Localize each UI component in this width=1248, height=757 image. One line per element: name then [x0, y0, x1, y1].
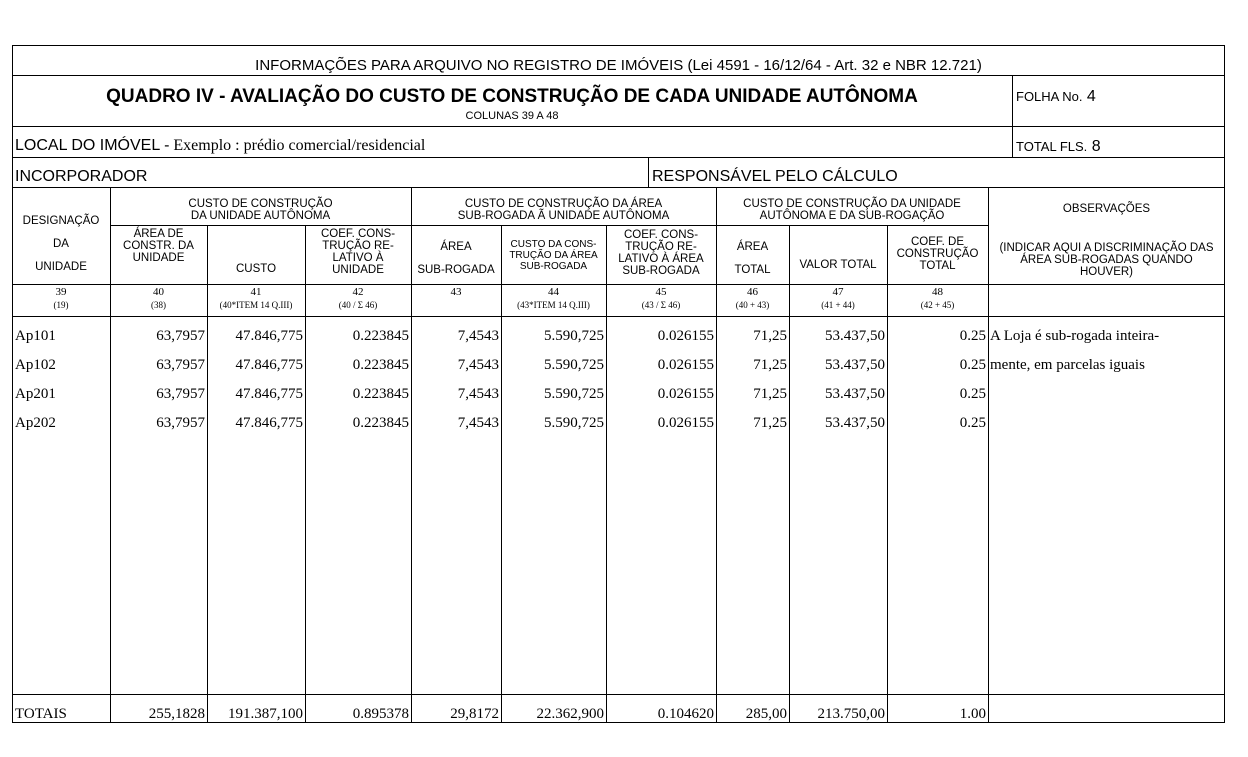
row-2-coef: 0.223845 — [352, 357, 409, 373]
col-area-total-l1: ÁREA — [736, 241, 769, 253]
row-2-custo: 47.846,775 — [235, 357, 303, 373]
observation-line-1: A Loja é sub-rogada inteira- — [990, 328, 1160, 344]
row-2-custo-sub: 5.590,725 — [544, 357, 604, 373]
col-designacao-l1: DESIGNAÇÃO — [22, 215, 100, 227]
total-coef: 0.895378 — [352, 706, 409, 722]
col-valor-total-header: VALOR TOTAL — [799, 259, 877, 271]
local-field — [15, 137, 425, 155]
col-designacao-l3: UNIDADE — [35, 261, 87, 273]
group-custo-sub-rogada: CUSTO DE CONSTRUÇÃO DA ÁREA SUB-ROGADA Ã UNIDADE AUTÔNOMA — [457, 198, 670, 222]
col-area-total-l2: TOTAL — [734, 264, 771, 276]
group-custo-total: CUSTO DE CONSTRUÇÃO DA UNIDADE AUTÔNOMA E DA SUB-ROGAÇÃO — [743, 198, 961, 222]
row-3-coef-total: 0.25 — [959, 386, 986, 402]
total-fls-field — [1016, 138, 1101, 156]
row-4-coef-sub: 0.026155 — [657, 415, 714, 431]
total-custo-sub: 22.362,900 — [536, 706, 604, 722]
total-fls-label: TOTAL FLS. — [1016, 139, 1088, 154]
row-4-coef: 0.223845 — [352, 415, 409, 431]
row-1-coef-total: 0.25 — [959, 328, 986, 344]
row-2-area-sub: 7,4543 — [457, 357, 499, 373]
row-3-area: 63,7957 — [156, 386, 205, 402]
colnum-45: 45 — [655, 286, 667, 298]
col-divider-1 — [110, 187, 111, 723]
local-label: LOCAL DO IMÓVEL - — [15, 137, 170, 154]
local-value: Exemplo : prédio comercial/residencial — [173, 137, 426, 154]
page-subtitle: COLUNAS 39 A 48 — [465, 110, 559, 122]
row-1-coef: 0.223845 — [352, 328, 409, 344]
totals-label: TOTAIS — [15, 706, 67, 722]
colnum-46-formula: (40 + 43) — [735, 300, 770, 310]
colnum-46: 46 — [747, 286, 758, 298]
row-4-valor-total: 53.437,50 — [825, 415, 885, 431]
colnum-41-formula: (40*ITEM 14 Q.III) — [219, 300, 293, 310]
folha-field — [1016, 88, 1096, 106]
col-custo-header: CUSTO — [235, 263, 277, 275]
row-1-coef-sub: 0.026155 — [657, 328, 714, 344]
row-2-coef-sub: 0.026155 — [657, 357, 714, 373]
colnum-40-formula: (38) — [151, 300, 166, 310]
colnum-41: 41 — [250, 286, 262, 298]
row-1-valor-total: 53.437,50 — [825, 328, 885, 344]
incorporador-label: INCORPORADOR — [15, 168, 148, 185]
col-designacao-l2: DA — [53, 238, 69, 250]
row-3-unidade: Ap201 — [15, 386, 56, 402]
row-2-coef-total: 0.25 — [959, 357, 986, 373]
row-4-area: 63,7957 — [156, 415, 205, 431]
row-4-custo: 47.846,775 — [235, 415, 303, 431]
col-coef-total-header: COEF. DE CONSTRUÇÃO TOTAL — [896, 236, 979, 272]
observacoes-header: OBSERVAÇÕES — [1062, 203, 1151, 215]
colnum-39: 39 — [55, 286, 67, 298]
col-area-sub-l2: SUB-ROGADA — [417, 264, 495, 276]
row-1-area-sub: 7,4543 — [457, 328, 499, 344]
total-custo: 191.387,100 — [228, 706, 303, 722]
row-4-coef-total: 0.25 — [959, 415, 986, 431]
total-coef-total: 1.00 — [959, 706, 986, 722]
row-1-custo-sub: 5.590,725 — [544, 328, 604, 344]
row-4-custo-sub: 5.590,725 — [544, 415, 604, 431]
colnum-43: 43 — [450, 286, 462, 298]
rule-before-numbering — [12, 284, 1225, 285]
rule-before-totals — [12, 694, 1225, 695]
total-coef-sub: 0.104620 — [657, 706, 714, 722]
row-3-custo: 47.846,775 — [235, 386, 303, 402]
rule-after-local — [12, 157, 1225, 158]
info-line: INFORMAÇÕES PARA ARQUIVO NO REGISTRO DE IMÓVEIS (Lei 4591 - 16/12/64 - Art. 32 e NBR 12.721) — [255, 57, 982, 74]
colnum-45-formula: (43 / Σ 46) — [641, 300, 681, 310]
row-2-unidade: Ap102 — [15, 357, 56, 373]
rule-after-info — [12, 75, 1225, 76]
row-3-area-sub: 7,4543 — [457, 386, 499, 402]
colnum-40: 40 — [153, 286, 164, 298]
row-1-custo: 47.846,775 — [235, 328, 303, 344]
col-custo-sub-header: CUSTO DA CONS- TRUÇÃO DA ÁREA SUB-ROGADA — [509, 239, 598, 272]
row-2-area-total: 71,25 — [753, 357, 787, 373]
row-3-custo-sub: 5.590,725 — [544, 386, 604, 402]
rule-group-headers — [110, 225, 988, 226]
row-3-area-total: 71,25 — [753, 386, 787, 402]
folha-label: FOLHA No. — [1016, 89, 1083, 104]
observation-line-2: mente, em parcelas iguais — [990, 357, 1145, 373]
total-fls-value: 8 — [1091, 138, 1101, 155]
col-area-header: ÁREA DE CONSTR. DA UNIDADE — [123, 228, 194, 264]
colnum-48: 48 — [932, 286, 943, 298]
row-4-area-sub: 7,4543 — [457, 415, 499, 431]
rule-after-numbering — [12, 316, 1225, 317]
row-3-valor-total: 53.437,50 — [825, 386, 885, 402]
responsavel-label: RESPONSÁVEL PELO CÁLCULO — [652, 168, 898, 185]
row-1-area: 63,7957 — [156, 328, 205, 344]
row-4-area-total: 71,25 — [753, 415, 787, 431]
colnum-47: 47 — [832, 286, 844, 298]
colnum-44-formula: (43*ITEM 14 Q.III) — [517, 300, 590, 310]
colnum-39-formula: (19) — [53, 300, 69, 310]
col-coef-header: COEF. CONS- TRUÇÃO RE- LATIVO À UNIDADE — [320, 228, 396, 276]
group-custo-unidade: CUSTO DE CONSTRUÇÃO DA UNIDADE AUTÔNOMA — [188, 198, 333, 222]
colnum-48-formula: (42 + 45) — [920, 300, 955, 310]
col-coef-sub-header: COEF. CONS- TRUÇÃO RE- LATIVO À ÁREA SUB-ROGADA — [618, 229, 704, 277]
total-area-total: 285,00 — [745, 706, 787, 722]
rule-after-incorporador — [12, 187, 1225, 188]
row-3-coef: 0.223845 — [352, 386, 409, 402]
row-4-unidade: Ap202 — [15, 415, 56, 431]
observacoes-note: (INDICAR AQUI A DISCRIMINAÇÃO DAS ÁREA SUB-ROGADAS QUANDO HOUVER) — [999, 242, 1214, 278]
row-3-coef-sub: 0.026155 — [657, 386, 714, 402]
folha-divider — [1012, 75, 1013, 126]
page-title: QUADRO IV - AVALIAÇÃO DO CUSTO DE CONSTRUÇÃO DE CADA UNIDADE AUTÔNOMA — [106, 86, 918, 107]
colnum-47-formula: (41 + 44) — [821, 300, 855, 310]
row-1-unidade: Ap101 — [15, 328, 56, 344]
colnum-42-formula: (40 / Σ 46) — [338, 300, 378, 310]
row-2-area: 63,7957 — [156, 357, 205, 373]
row-2-valor-total: 53.437,50 — [825, 357, 885, 373]
colnum-42: 42 — [352, 286, 364, 298]
row-1-area-total: 71,25 — [753, 328, 787, 344]
col-area-sub-l1: ÁREA — [440, 241, 472, 253]
folha-value: 4 — [1086, 88, 1096, 105]
total-valor-total: 213.750,00 — [817, 706, 885, 722]
rule-after-title — [12, 126, 1225, 127]
responsavel-divider — [648, 157, 649, 187]
total-fls-divider — [1012, 126, 1013, 157]
total-area-sub: 29,8172 — [450, 706, 499, 722]
colnum-44: 44 — [548, 286, 559, 298]
total-area: 255,1828 — [148, 706, 205, 722]
